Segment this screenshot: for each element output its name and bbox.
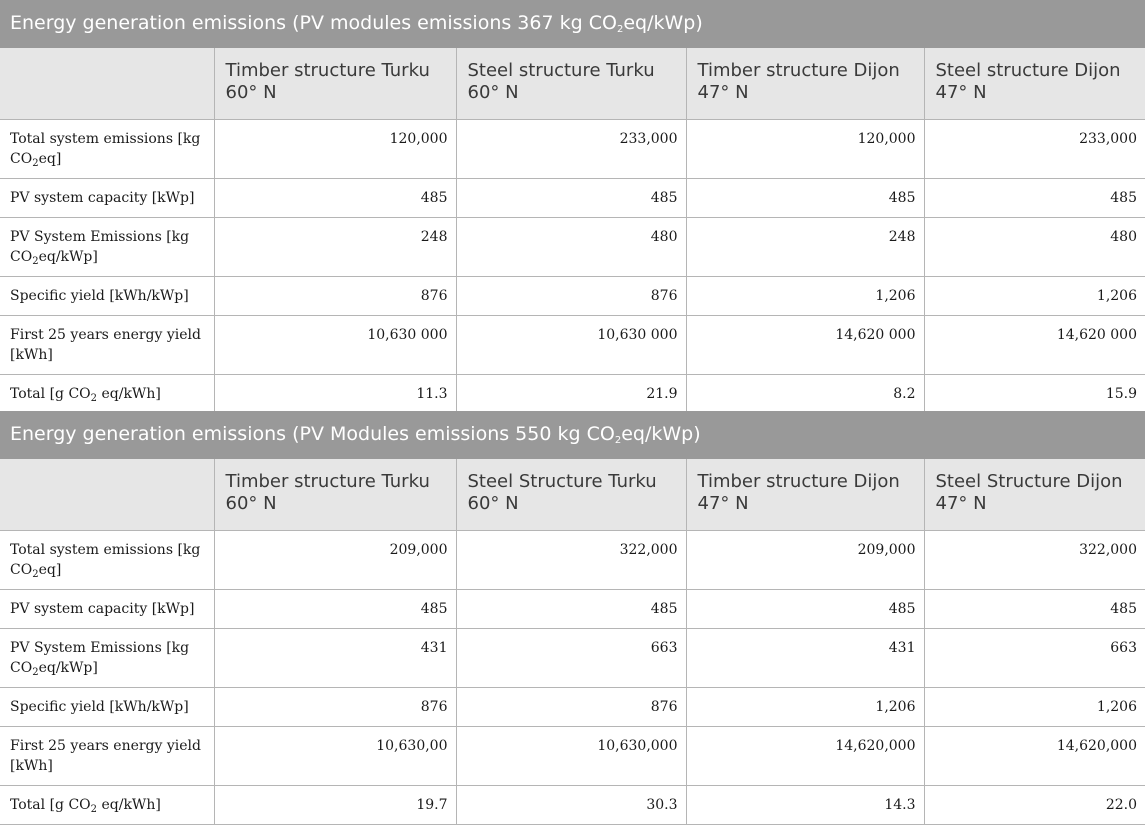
table-row [0, 687, 1145, 726]
table-row [0, 374, 1145, 413]
table-cell: 485 [456, 178, 686, 217]
table-cell: 10,630,00 [214, 726, 456, 785]
column-header: Timber structure Dijon 47° N [686, 48, 924, 119]
caption-subscript: 2 [616, 24, 624, 35]
table-cell: 1,206 [686, 687, 924, 726]
table-cell: 485 [924, 589, 1145, 628]
row-label [0, 276, 214, 315]
emissions-table-550 [0, 411, 1145, 825]
table-cell: 876 [456, 276, 686, 315]
table-row [0, 726, 1145, 785]
table-row [0, 530, 1145, 589]
row-label [0, 687, 214, 726]
data-table [0, 459, 1145, 825]
table-cell: 485 [686, 589, 924, 628]
row-label-subscript: 2 [32, 666, 39, 678]
table-cell: 480 [456, 217, 686, 276]
table-cell: 10,630 000 [456, 315, 686, 374]
row-label [0, 530, 214, 589]
data-table [0, 48, 1145, 414]
header-row [0, 48, 1145, 119]
row-label-text: First 25 years energy yield [kWh] [10, 326, 201, 363]
column-header [0, 459, 214, 530]
row-label [0, 178, 214, 217]
table-cell: 120,000 [686, 119, 924, 178]
row-label-text: First 25 years energy yield [kWh] [10, 737, 201, 774]
table-cell: 14,620 000 [686, 315, 924, 374]
row-label-text: Total [g CO [10, 385, 91, 402]
table-cell: 663 [456, 628, 686, 687]
table-cell: 22.0 [924, 785, 1145, 824]
table-cell: 30.3 [456, 785, 686, 824]
table-row [0, 785, 1145, 824]
row-label [0, 589, 214, 628]
table-cell: 663 [924, 628, 1145, 687]
table-cell: 14.3 [686, 785, 924, 824]
table-cell: 11.3 [214, 374, 456, 413]
caption-text: Energy generation emissions (PV modules emissions 367 kg CO [10, 12, 617, 34]
table-cell: 876 [214, 276, 456, 315]
row-label-text: Total system emissions [kg CO [10, 130, 201, 167]
table-cell: 8.2 [686, 374, 924, 413]
row-label-subscript: 2 [32, 568, 39, 580]
table-cell: 876 [456, 687, 686, 726]
caption-text: Energy generation emissions (PV Modules emissions 550 kg CO [10, 423, 615, 445]
table-cell: 485 [686, 178, 924, 217]
row-label-text: Total [g CO [10, 796, 91, 813]
table-cell: 14,620,000 [686, 726, 924, 785]
table-row [0, 276, 1145, 315]
row-label [0, 217, 214, 276]
table-cell: 248 [686, 217, 924, 276]
row-label [0, 785, 214, 824]
table-cell: 21.9 [456, 374, 686, 413]
table-row [0, 178, 1145, 217]
column-header: Timber structure Turku 60° N [214, 459, 456, 530]
column-header: Timber structure Turku 60° N [214, 48, 456, 119]
table-caption [0, 0, 1145, 48]
row-label-subscript: 2 [90, 392, 98, 404]
table-cell: 431 [686, 628, 924, 687]
table-cell: 120,000 [214, 119, 456, 178]
row-label-text: PV system capacity [kWp] [10, 189, 195, 206]
caption-text-end: eq/kWp) [621, 423, 701, 445]
row-label-text-end: eq] [38, 561, 62, 578]
table-cell: 233,000 [924, 119, 1145, 178]
table-cell: 485 [456, 589, 686, 628]
row-label-text: Total system emissions [kg CO [10, 541, 201, 578]
row-label-subscript: 2 [32, 255, 39, 267]
table-cell: 233,000 [456, 119, 686, 178]
row-label [0, 628, 214, 687]
table-cell: 209,000 [214, 530, 456, 589]
table-cell: 876 [214, 687, 456, 726]
caption-subscript: 2 [614, 435, 622, 446]
table-row [0, 119, 1145, 178]
column-header: Steel structure Turku 60° N [456, 48, 686, 119]
table-cell: 431 [214, 628, 456, 687]
table-cell: 480 [924, 217, 1145, 276]
row-label-text: PV System Emissions [kg CO [10, 228, 190, 265]
column-header [0, 48, 214, 119]
row-label [0, 374, 214, 413]
table-cell: 1,206 [924, 687, 1145, 726]
table-row [0, 589, 1145, 628]
row-label [0, 726, 214, 785]
table-row [0, 217, 1145, 276]
row-label-text: PV System Emissions [kg CO [10, 639, 190, 676]
table-cell: 15.9 [924, 374, 1145, 413]
table-cell: 209,000 [686, 530, 924, 589]
row-label-text-end: eq/kWh] [97, 796, 161, 813]
table-cell: 1,206 [924, 276, 1145, 315]
row-label-subscript: 2 [32, 157, 39, 169]
column-header: Steel structure Dijon 47° N [924, 48, 1145, 119]
row-label-text-end: eq] [38, 150, 62, 167]
table-cell: 322,000 [456, 530, 686, 589]
table-cell: 10,630,000 [456, 726, 686, 785]
row-label-text: Specific yield [kWh/kWp] [10, 287, 189, 304]
table-cell: 485 [214, 589, 456, 628]
table-cell: 485 [214, 178, 456, 217]
table-caption [0, 411, 1145, 459]
caption-text-end: eq/kWp) [623, 12, 703, 34]
table-cell: 19.7 [214, 785, 456, 824]
row-label-text: PV system capacity [kWp] [10, 600, 195, 617]
row-label-subscript: 2 [90, 803, 98, 815]
column-header: Timber structure Dijon 47° N [686, 459, 924, 530]
table-row [0, 628, 1145, 687]
row-label-text-end: eq/kWp] [38, 659, 98, 676]
table-cell: 485 [924, 178, 1145, 217]
table-cell: 322,000 [924, 530, 1145, 589]
row-label-text-end: eq/kWh] [97, 385, 161, 402]
header-row [0, 459, 1145, 530]
table-cell: 14,620 000 [924, 315, 1145, 374]
column-header: Steel Structure Dijon 47° N [924, 459, 1145, 530]
row-label-text: Specific yield [kWh/kWp] [10, 698, 189, 715]
row-label [0, 315, 214, 374]
column-header: Steel Structure Turku 60° N [456, 459, 686, 530]
table-cell: 14,620,000 [924, 726, 1145, 785]
row-label-text-end: eq/kWp] [38, 248, 98, 265]
row-label [0, 119, 214, 178]
table-row [0, 315, 1145, 374]
table-cell: 1,206 [686, 276, 924, 315]
table-cell: 248 [214, 217, 456, 276]
table-cell: 10,630 000 [214, 315, 456, 374]
